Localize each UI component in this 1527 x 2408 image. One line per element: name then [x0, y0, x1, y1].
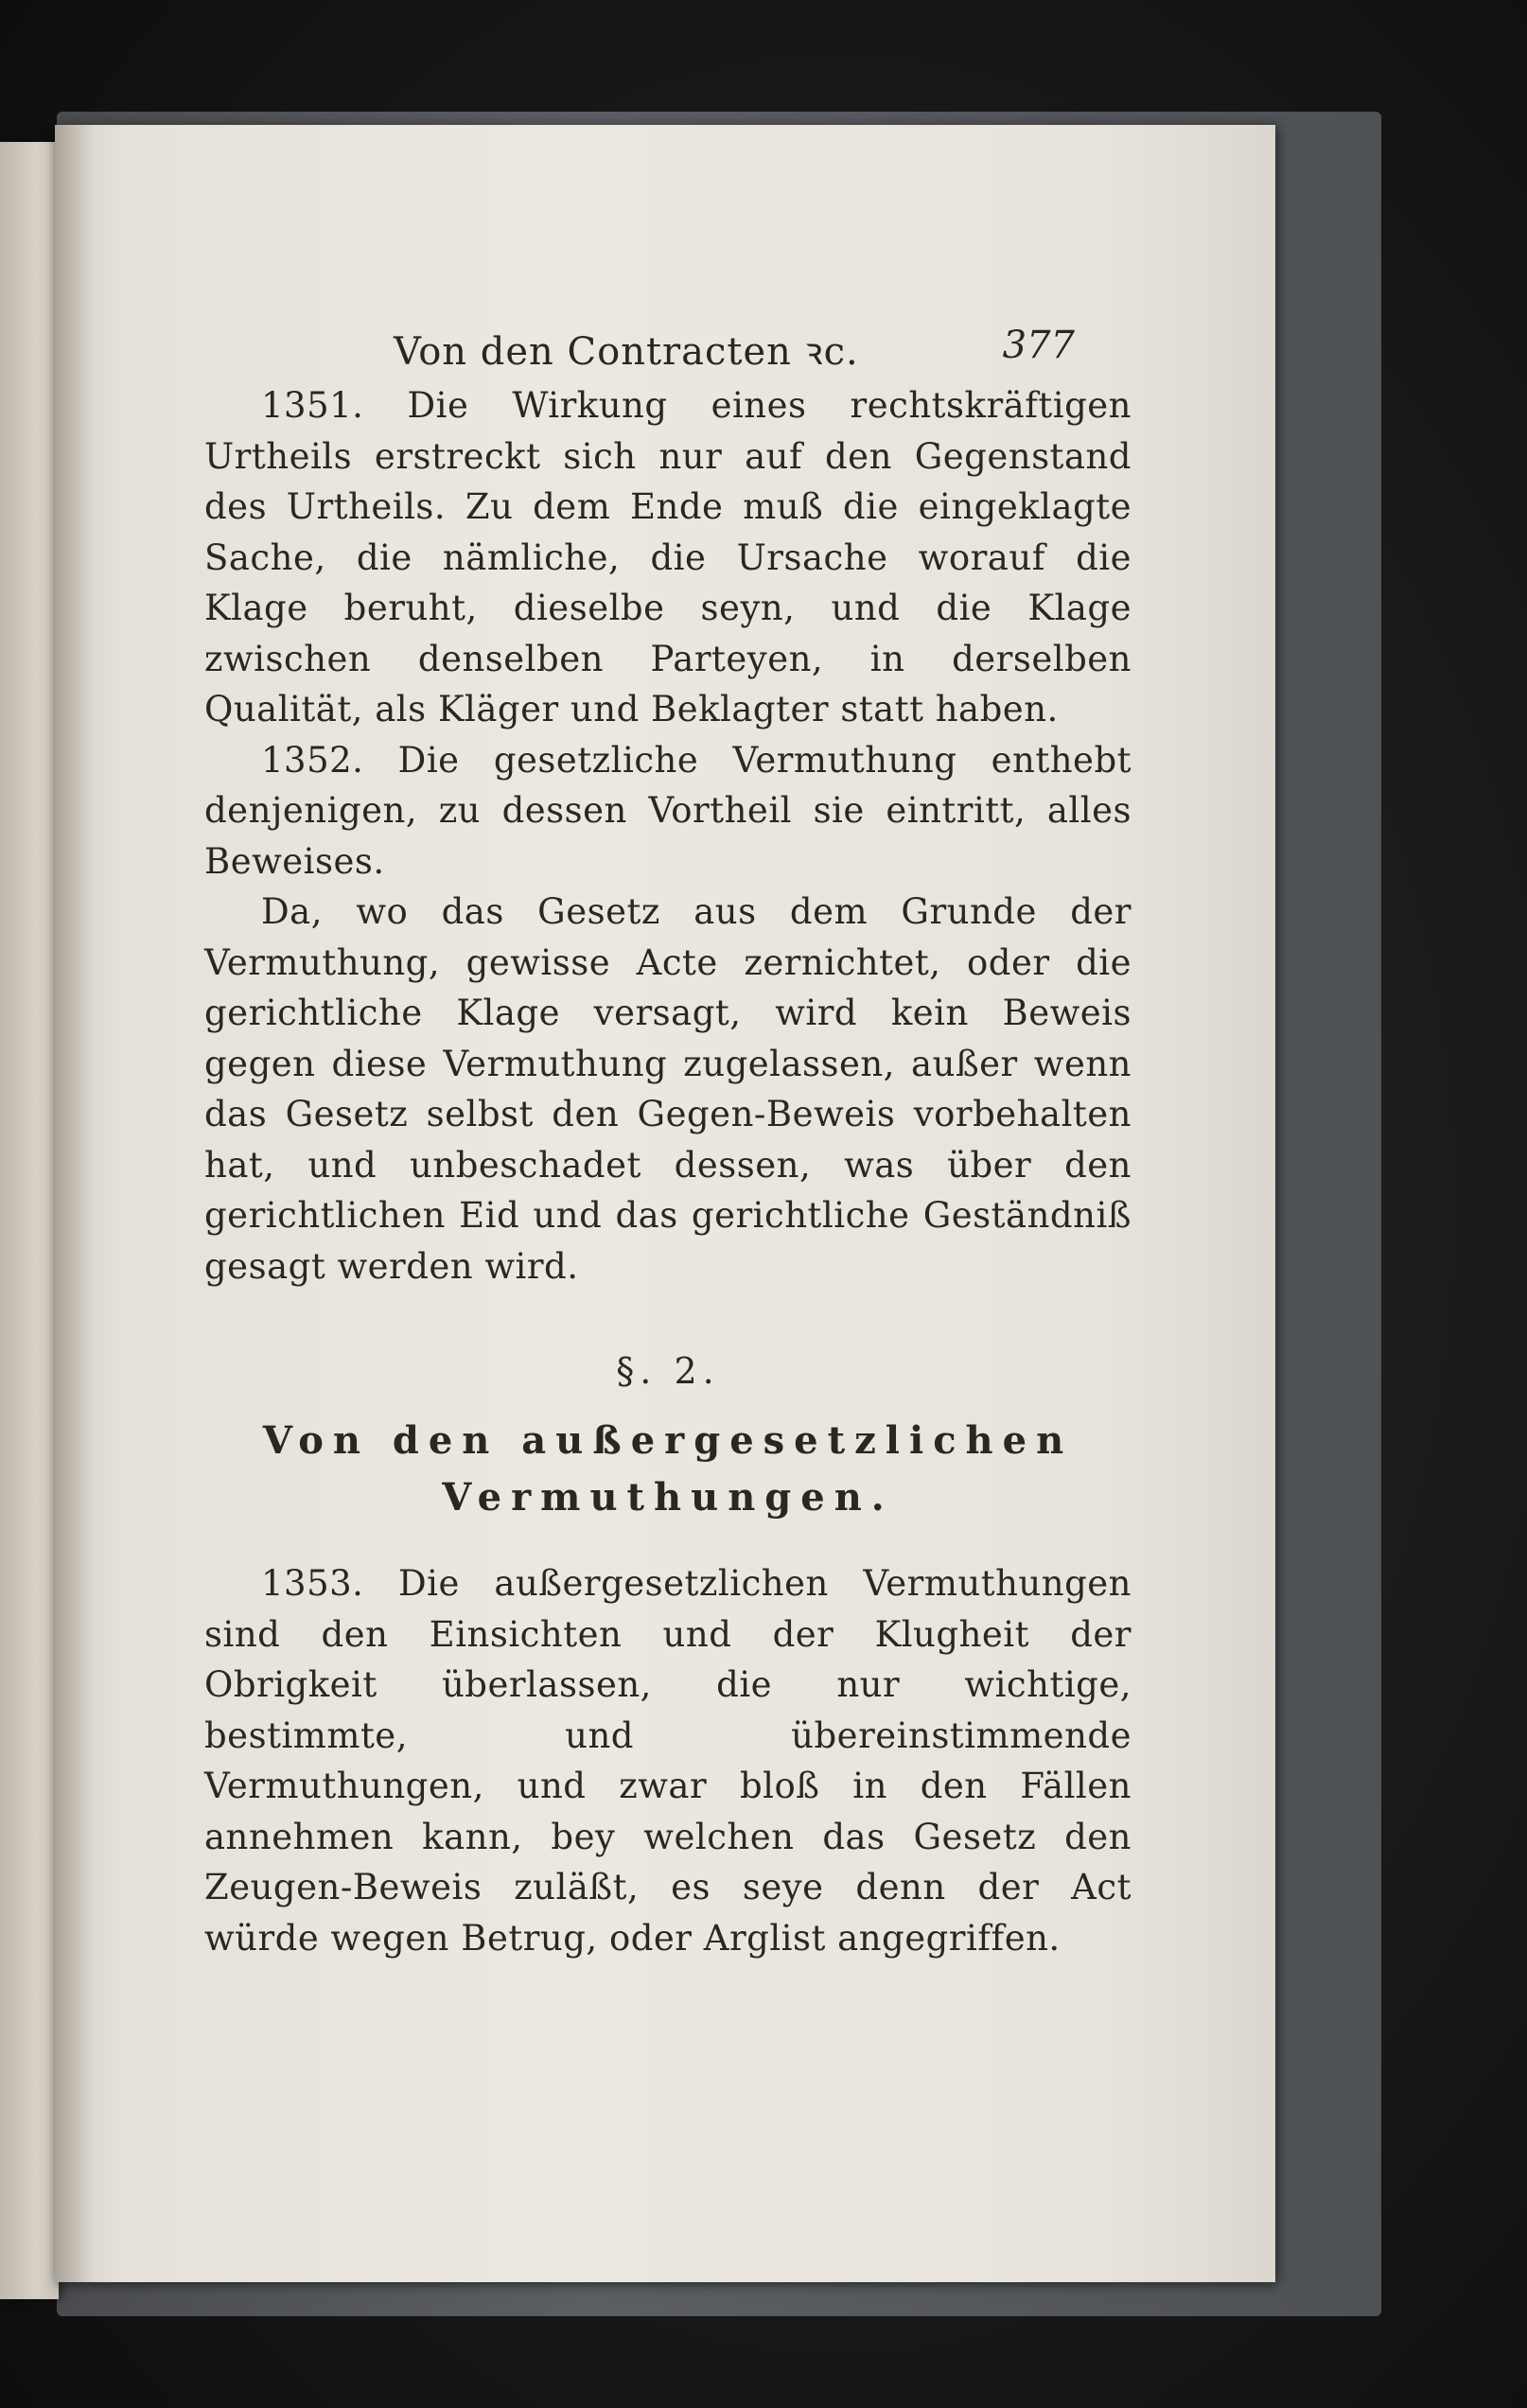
page-gutter: [55, 125, 93, 2282]
paragraph-1351: 1351. Die Wirkung eines rechtskräftigen Urtheils erstreckt sich nur auf den Gegenstand des Urtheils. Zu dem Ende muß die eingeklagte Sache, die nämliche, die Ursache worauf die Klage beruht, dieselbe seyn, und die Klage zwischen denselben Parteyen, in derselben Qualität, als Kläger und Beklagter statt haben.: [204, 385, 1132, 729]
section-heading: Von den außergesetzlichen Vermuthungen.: [262, 1418, 1074, 1520]
running-title: Von den Contracten ꝛc.: [394, 330, 859, 374]
page-text: [204, 314, 1132, 1963]
book-page: [55, 125, 1275, 2282]
paragraph-1352: 1352. Die gesetzliche Vermuthung enthebt denjenigen, zu dessen Vortheil sie eintritt, alles Beweises.: [204, 739, 1132, 882]
page-header: [204, 314, 1132, 380]
section-mark: §. 2.: [616, 1350, 720, 1392]
paragraph-1353: 1353. Die außergesetzlichen Vermuthungen sind den Einsichten und der Klugheit der Obrigkeit überlassen, die nur wichtige, bestimmte, und übereinstimmende Vermuthungen, und zwar bloß in den Fällen annehmen kann, bey welchen das Gesetz den Zeugen-Beweis zuläßt, es seye denn der Act würde wegen Betrug, oder Arglist angegriffen.: [204, 1563, 1132, 1959]
paragraph-presumption: Da, wo das Gesetz aus dem Grunde der Vermuthung, gewisse Acte zernichtet, oder die gerichtliche Klage versagt, wird kein Beweis gegen diese Vermuthung zugelassen, außer wenn das Gesetz selbst den Gegen-Beweis vorbehalten hat, und unbeschadet dessen, was über den gerichtlichen Eid und das gerichtliche Geständniß gesagt werden wird.: [204, 891, 1132, 1287]
facing-page-edge: [0, 142, 59, 2299]
page-number: 377: [1002, 324, 1075, 367]
